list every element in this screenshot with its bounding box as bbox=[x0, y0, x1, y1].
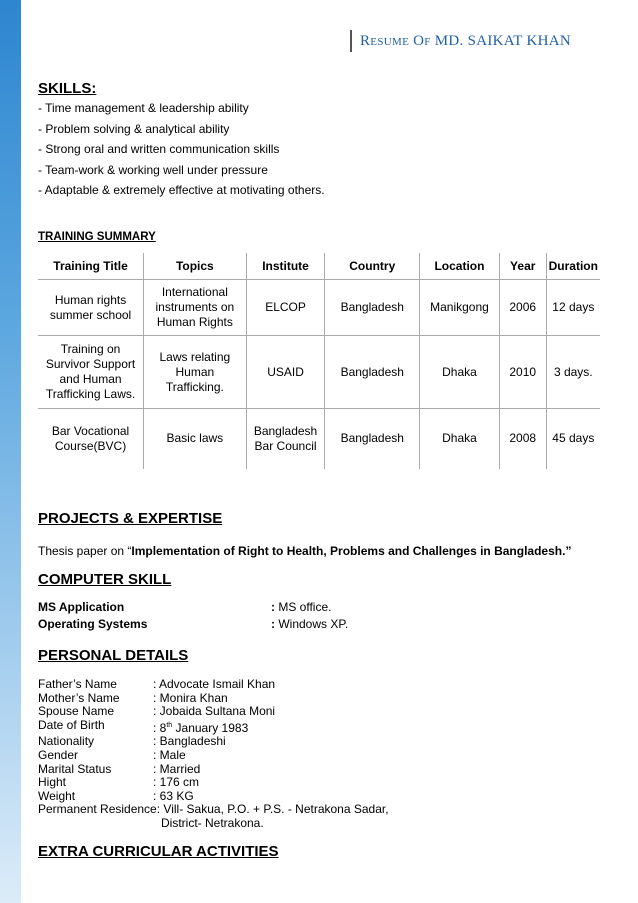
decorative-sidebar bbox=[0, 0, 21, 903]
page-header bbox=[350, 30, 571, 52]
table-cell: Bangladesh bbox=[325, 280, 420, 336]
table-cell: Training on Survivor Support and Human Trafficking Laws. bbox=[38, 336, 144, 409]
column-header: Institute bbox=[246, 253, 325, 280]
detail-value: : 63 KG bbox=[153, 788, 194, 803]
skills-heading: SKILLS: bbox=[38, 80, 97, 97]
column-header: Country bbox=[325, 253, 420, 280]
personal-details-heading: PERSONAL DETAILS bbox=[38, 647, 189, 664]
detail-row bbox=[38, 790, 389, 804]
detail-row bbox=[38, 776, 389, 790]
detail-value: Vill- Sakua, P.O. + P.S. - Netrakona Sadar, bbox=[163, 802, 389, 817]
table-header-row bbox=[38, 253, 600, 280]
detail-row bbox=[38, 692, 389, 706]
column-header: Location bbox=[420, 253, 500, 280]
extra-curricular-heading: EXTRA CURRICULAR ACTIVITIES bbox=[38, 843, 279, 860]
detail-label: Mother’s Name bbox=[38, 690, 120, 705]
column-header: Year bbox=[499, 253, 546, 280]
detail-label: Spouse Name bbox=[38, 704, 115, 719]
computer-skill-value-text: MS office. bbox=[278, 600, 332, 614]
detail-row bbox=[38, 749, 389, 763]
table-cell: ELCOP bbox=[246, 280, 325, 336]
detail-row bbox=[38, 678, 389, 692]
table-cell: Bar Vocational Course(BVC) bbox=[51, 423, 130, 453]
table-cell: Dhaka bbox=[420, 409, 500, 469]
detail-label: Weight bbox=[38, 788, 76, 803]
table-cell: USAID bbox=[246, 336, 325, 409]
table-row bbox=[38, 280, 600, 336]
detail-value: : Advocate Ismail Khan bbox=[153, 677, 276, 691]
table-cell: Bangladesh bbox=[325, 336, 420, 409]
detail-value: : Male bbox=[153, 747, 186, 762]
personal-details-list bbox=[38, 678, 389, 831]
computer-skill-value: : MS office. bbox=[271, 600, 332, 614]
skill-item: - Time management & leadership ability bbox=[38, 101, 249, 115]
skill-item: - Adaptable & extremely effective at motivating others. bbox=[38, 183, 325, 197]
table-cell: Bangladesh bbox=[325, 409, 420, 469]
table-cell: 3 days. bbox=[546, 336, 600, 409]
table-cell: 45 days bbox=[546, 409, 600, 469]
table-cell: Dhaka bbox=[420, 336, 500, 409]
table-cell: Basic laws bbox=[144, 409, 247, 469]
table-cell: 2006 bbox=[499, 280, 546, 336]
computer-skill-label: MS Application bbox=[38, 600, 125, 614]
table-cell: Human rights summer school bbox=[38, 280, 144, 336]
table-cell: Bangladesh Bar Council bbox=[246, 409, 325, 469]
table-cell: Laws relating Human Trafficking. bbox=[144, 336, 247, 409]
column-header: Duration bbox=[546, 253, 600, 280]
skill-item: - Strong oral and written communication skills bbox=[38, 142, 280, 156]
projects-heading: PROJECTS & EXPERTISE bbox=[38, 510, 223, 527]
detail-label: Gender bbox=[38, 747, 79, 762]
detail-value: : Married bbox=[153, 761, 201, 776]
column-header: Training Title bbox=[38, 253, 144, 280]
table-cell: 2010 bbox=[499, 336, 546, 409]
detail-row bbox=[38, 803, 389, 817]
column-header: Topics bbox=[144, 253, 247, 280]
detail-value: : Bangladeshi bbox=[153, 734, 226, 749]
detail-value: : 8th January 1983 bbox=[153, 720, 249, 735]
detail-row bbox=[38, 719, 389, 736]
resume-title: Resume Of MD. SAIKAT KHAN bbox=[360, 33, 572, 49]
table-row bbox=[38, 336, 600, 409]
detail-value: District- Netrakona. bbox=[161, 815, 264, 830]
computer-skill-label: Operating Systems bbox=[38, 617, 148, 631]
detail-label: Marital Status bbox=[38, 761, 112, 776]
training-table bbox=[38, 253, 600, 469]
detail-label: Permanent Residence: bbox=[38, 802, 161, 817]
thesis-prefix: Thesis paper on “ bbox=[38, 544, 132, 558]
thesis-title: Implementation of Right to Health, Problems and Challenges in Bangladesh.” bbox=[131, 544, 572, 558]
table-row bbox=[38, 409, 600, 469]
table-cell: International instruments on Human Rights bbox=[144, 280, 247, 336]
table-cell: 12 days bbox=[546, 280, 600, 336]
table-cell: 2008 bbox=[499, 409, 546, 469]
detail-row bbox=[38, 735, 389, 749]
table-cell: Manikgong bbox=[420, 280, 500, 336]
thesis-line bbox=[38, 544, 571, 558]
detail-label: Nationality bbox=[38, 734, 95, 749]
computer-skill-value-text: Windows XP. bbox=[278, 617, 349, 631]
computer-skill-heading: COMPUTER SKILL bbox=[38, 571, 172, 588]
detail-row bbox=[38, 763, 389, 777]
detail-label: Father’s Name bbox=[38, 677, 117, 691]
detail-row bbox=[38, 705, 389, 719]
detail-value: : 176 cm bbox=[153, 775, 200, 790]
skill-item: - Team-work & working well under pressure bbox=[38, 163, 268, 177]
detail-row bbox=[38, 817, 389, 831]
detail-label: Hight bbox=[38, 775, 67, 790]
skill-item: - Problem solving & analytical ability bbox=[38, 122, 230, 136]
detail-value: : Monira Khan bbox=[153, 690, 228, 705]
training-summary-heading: TRAINING SUMMARY bbox=[38, 231, 156, 243]
detail-value: : Jobaida Sultana Moni bbox=[153, 704, 276, 719]
computer-skill-value: : Windows XP. bbox=[271, 617, 349, 631]
detail-label: Date of Birth bbox=[38, 717, 105, 732]
